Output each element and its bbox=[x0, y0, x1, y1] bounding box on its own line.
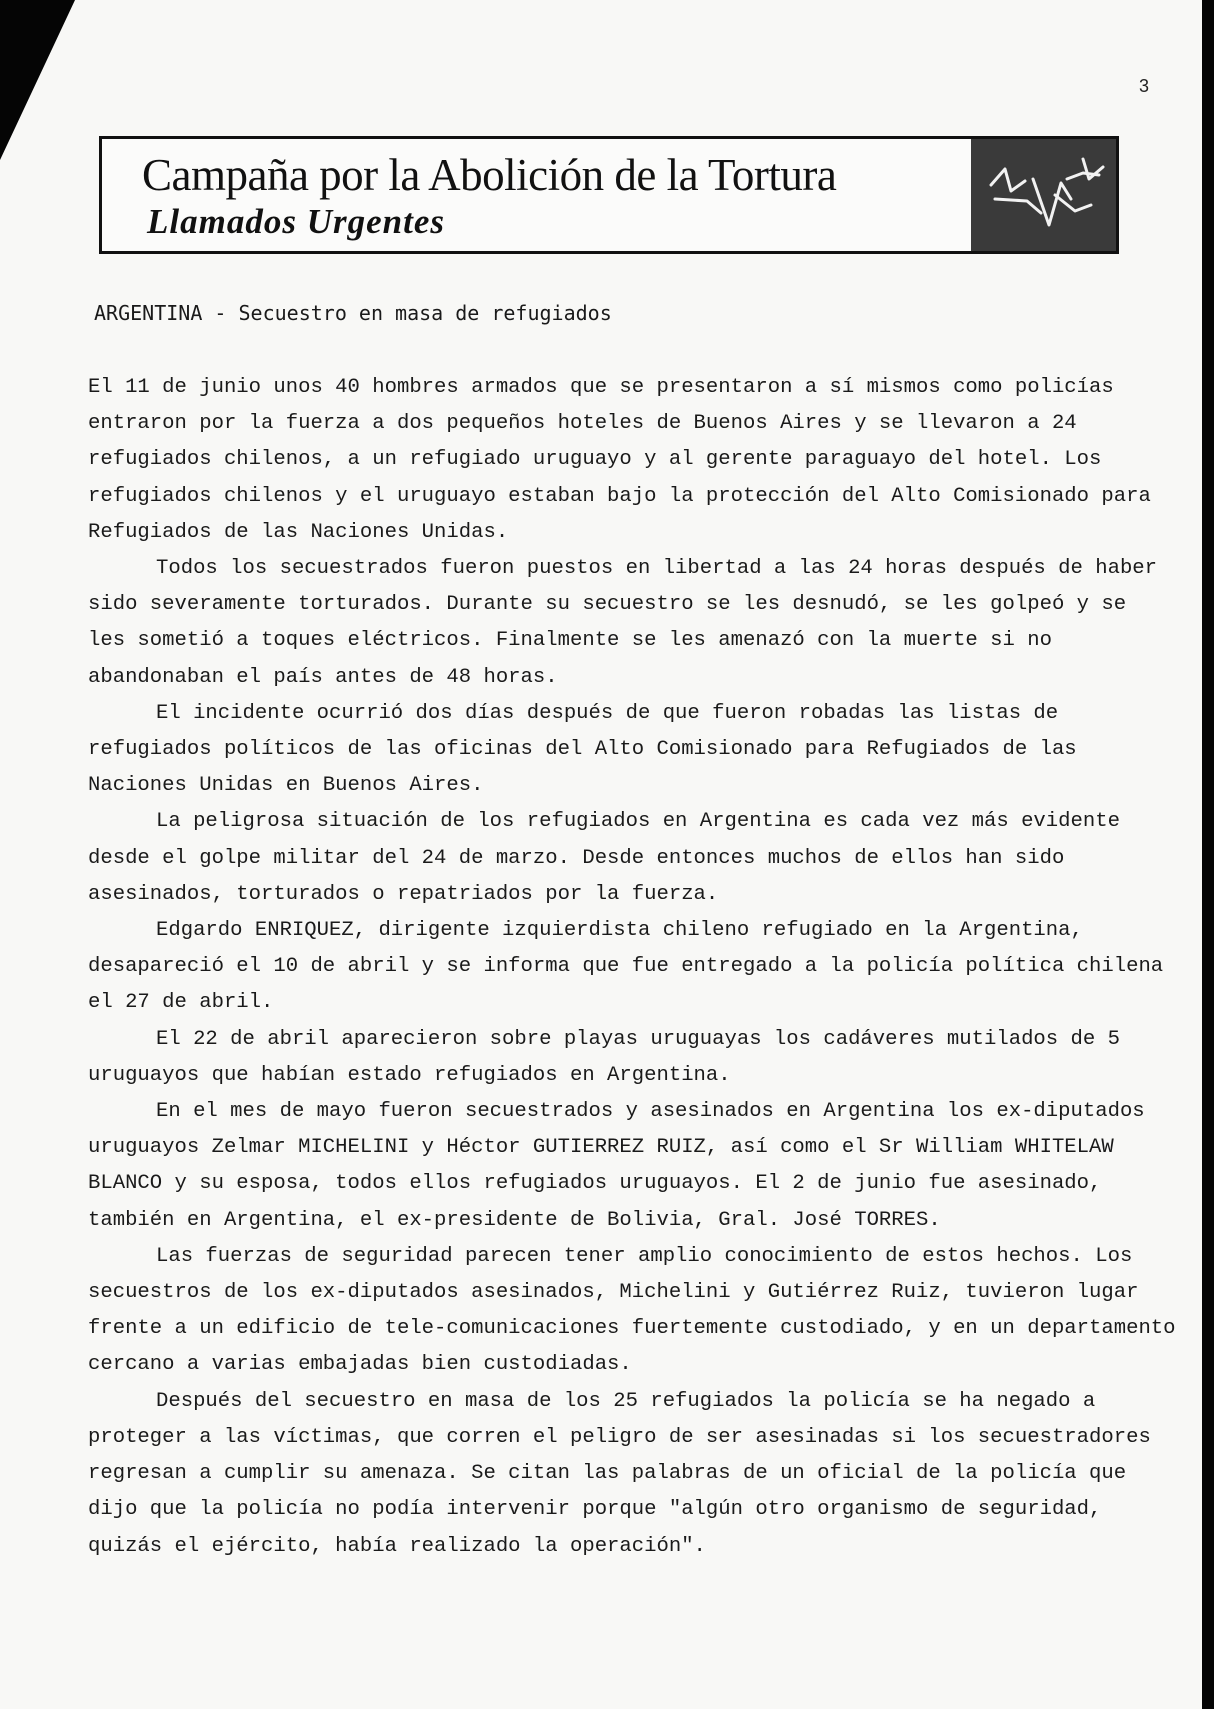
text-line: abandonaban el país antes de 48 horas. bbox=[88, 665, 558, 689]
paragraph bbox=[88, 370, 1151, 551]
text-line: quizás el ejército, había realizado la operación". bbox=[88, 1534, 706, 1558]
text-line: El incidente ocurrió dos días después de que fueron robadas las listas de bbox=[156, 701, 1059, 725]
text-line: En el mes de mayo fueron secuestrados y asesinados en Argentina los ex-diputados bbox=[156, 1100, 1145, 1124]
section-heading: ARGENTINA - Secuestro en masa de refugiados bbox=[94, 301, 612, 325]
text-line: sido severamente torturados. Durante su secuestro se les desnudó, se les golpeó y se bbox=[88, 593, 1127, 617]
text-line: desde el golpe militar del 24 de marzo. Desde entonces muchos de ellos han sido bbox=[88, 846, 1065, 870]
text-line: proteger a las víctimas, que corren el peligro de ser asesinadas si los secuestradores bbox=[88, 1425, 1151, 1449]
text-line: uruguayos Zelmar MICHELINI y Héctor GUTIERREZ RUIZ, así como el Sr William WHITELAW bbox=[88, 1136, 1114, 1160]
page-number: 3 bbox=[1139, 76, 1150, 96]
paragraph bbox=[88, 1239, 1176, 1384]
text-line: secuestros de los ex-diputados asesinados, Michelini y Gutiérrez Ruiz, tuvieron lugar bbox=[88, 1281, 1139, 1305]
text-line: entraron por la fuerza a dos pequeños hoteles de Buenos Aires y se llevaron a 24 bbox=[88, 412, 1077, 436]
paragraph bbox=[88, 1384, 1151, 1565]
paragraph bbox=[88, 551, 1158, 696]
text-line: desapareció el 10 de abril y se informa que fue entregado a la policía política chilena bbox=[88, 955, 1164, 979]
text-line: cercano a varias embajadas bien custodiadas. bbox=[88, 1353, 632, 1377]
paragraph bbox=[88, 804, 1128, 913]
text-line: Naciones Unidas en Buenos Aires. bbox=[88, 774, 484, 798]
banner-subtitle: Llamados Urgentes bbox=[147, 202, 445, 241]
campaign-banner bbox=[99, 136, 1119, 254]
text-line: La peligrosa situación de los refugiados en Argentina es cada vez más evidente bbox=[156, 810, 1120, 834]
text-line: les sometió a toques eléctricos. Finalmente se les amenazó con la muerte si no bbox=[88, 629, 1052, 653]
text-line: asesinados, torturados o repatriados por la fuerza. bbox=[88, 882, 719, 906]
text-line: Las fuerzas de seguridad parecen tener amplio conocimiento de estos hechos. Los bbox=[156, 1244, 1133, 1268]
text-line: también en Argentina, el ex-presidente de Bolivia, Gral. José TORRES. bbox=[88, 1208, 941, 1232]
paragraph bbox=[88, 913, 1164, 1022]
text-line: Refugiados de las Naciones Unidas. bbox=[88, 520, 509, 544]
banner-title: Campaña por la Abolición de la Tortura bbox=[142, 150, 837, 200]
text-line: el 27 de abril. bbox=[88, 991, 274, 1015]
text-line: Edgardo ENRIQUEZ, dirigente izquierdista chileno refugiado en la Argentina, bbox=[156, 919, 1083, 943]
text-line: refugiados chilenos y el uruguayo estaban bajo la protección del Alto Comisionado para bbox=[88, 484, 1151, 508]
campaign-logo-icon bbox=[971, 139, 1116, 251]
paragraph bbox=[88, 696, 1128, 805]
text-line: El 22 de abril aparecieron sobre playas uruguayas los cadáveres mutilados de 5 bbox=[156, 1027, 1120, 1051]
text-line: refugiados políticos de las oficinas del Alto Comisionado para Refugiados de las bbox=[88, 738, 1077, 762]
article-body bbox=[88, 370, 1176, 1565]
scan-edge-shadow bbox=[1202, 0, 1214, 1709]
text-line: frente a un edificio de tele-comunicaciones fuertemente custodiado, y en un departamento bbox=[88, 1317, 1176, 1341]
text-line: regresan a cumplir su amenaza. Se citan las palabras de un oficial de la policía que bbox=[88, 1462, 1127, 1486]
paragraph bbox=[88, 1022, 1128, 1094]
paragraph bbox=[88, 1094, 1145, 1239]
text-line: dijo que la policía no podía intervenir porque "algún otro organismo de seguridad, bbox=[88, 1498, 1102, 1522]
scan-corner-shadow bbox=[0, 0, 75, 160]
text-line: Después del secuestro en masa de los 25 refugiados la policía se ha negado a bbox=[156, 1389, 1096, 1413]
text-line: uruguayos que habían estado refugiados en Argentina. bbox=[88, 1063, 731, 1087]
text-line: Todos los secuestrados fueron puestos en libertad a las 24 horas después de haber bbox=[156, 557, 1158, 581]
text-line: El 11 de junio unos 40 hombres armados que se presentaron a sí mismos como policías bbox=[88, 376, 1114, 399]
text-line: BLANCO y su esposa, todos ellos refugiados uruguayos. El 2 de junio fue asesinado, bbox=[88, 1172, 1102, 1196]
text-line: refugiados chilenos, a un refugiado uruguayo y al gerente paraguayo del hotel. Los bbox=[88, 448, 1102, 472]
